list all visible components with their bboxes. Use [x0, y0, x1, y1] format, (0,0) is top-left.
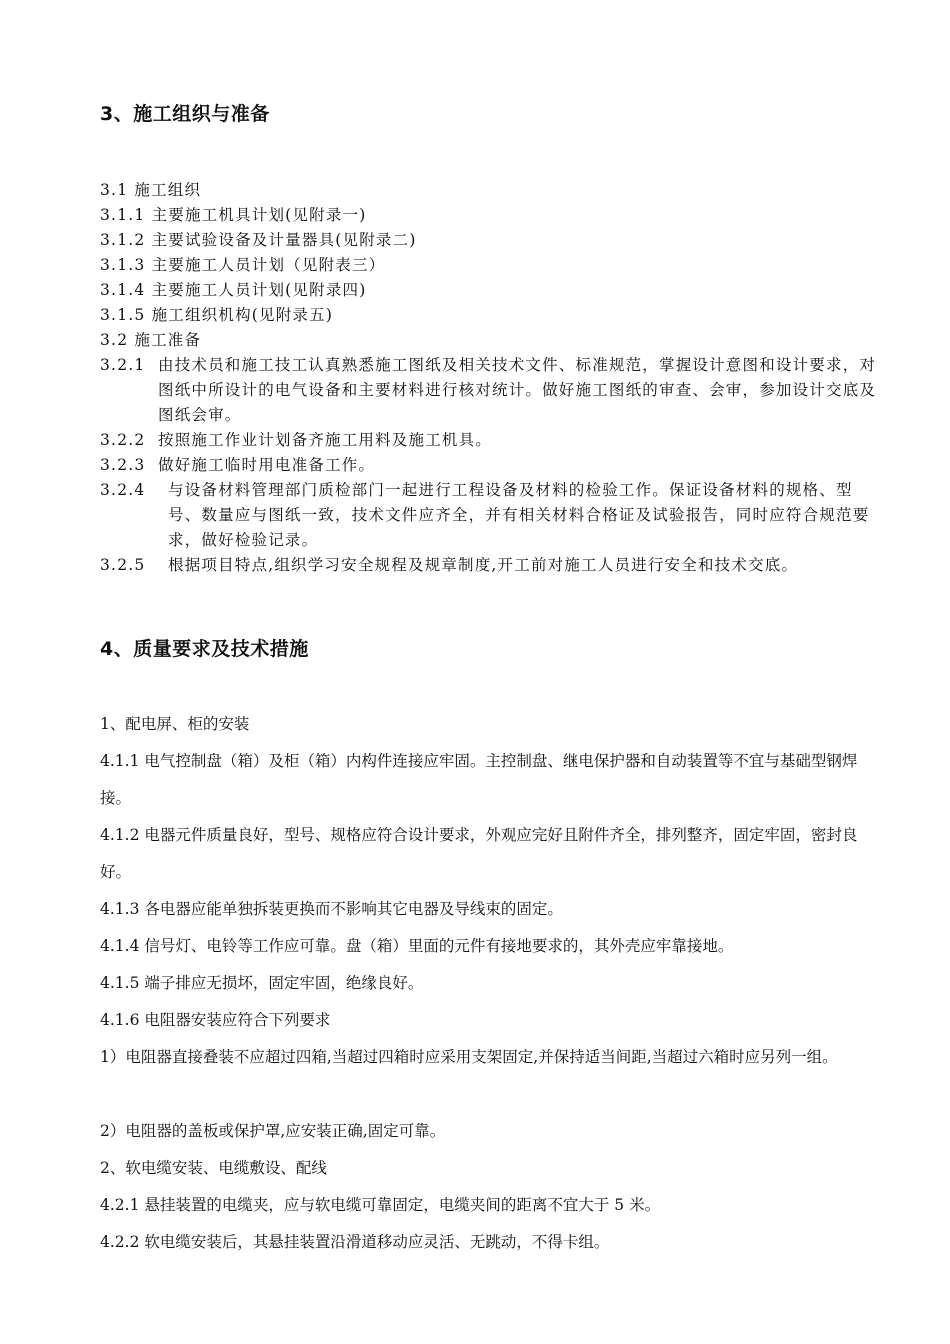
- paragraph-4-1-4: 4.1.4 信号灯、电铃等工作应可靠。盘（箱）里面的元件有接地要求的，其外壳应牢靠接地。: [100, 937, 734, 955]
- line-3-1-4: 3.1.4 主要施工人员计划(见附录四): [100, 281, 367, 299]
- item-text: 做好施工临时用电准备工作。: [158, 456, 376, 474]
- subsection-1-title: 1、配电屏、柜的安装: [100, 715, 250, 733]
- line-3-1-5: 3.1.5 施工组织机构(见附录五): [100, 306, 334, 324]
- line-3-1-2: 3.1.2 主要试验设备及计量器具(见附录二): [100, 231, 417, 249]
- line-3-1-1: 3.1.1 主要施工机具计划(见附录一): [100, 206, 367, 224]
- item-number: 3.2.3: [100, 456, 146, 474]
- item-text: 由技术员和施工技工认真熟悉施工图纸及相关技术文件、标准规范，掌握设计意图和设计要求，对图纸中所设计的电气设备和主要材料进行核对统计。做好施工图纸的审查、会审，参加设计交底及图纸会审。: [158, 356, 877, 424]
- item-text: 根据项目特点,组织学习安全规程及规章制度,开工前对施工人员进行安全和技术交底。: [168, 556, 799, 574]
- item-number: 3.2.1: [100, 356, 146, 374]
- requirement-2: 2）电阻器的盖板或保护罩,应安装正确,固定可靠。: [100, 1122, 446, 1140]
- paragraph-4-1-6: 4.1.6 电阻器安装应符合下列要求: [100, 1011, 331, 1029]
- subsection-2-title: 2、软电缆安装、电缆敷设、配线: [100, 1159, 327, 1177]
- requirement-1: 1）电阻器直接叠装不应超过四箱,当超过四箱时应采用支架固定,并保持适当间距,当超过六箱时应另列一组。: [100, 1048, 838, 1066]
- section-4-heading: 4、质量要求及技术措施: [100, 638, 309, 660]
- item-3-2-3: [100, 453, 880, 478]
- paragraph-4-1-3: 4.1.3 各电器应能单独拆装更换而不影响其它电器及导线束的固定。: [100, 900, 563, 918]
- line-3-1-3: 3.1.3 主要施工人员计划（见附表三）: [100, 256, 386, 274]
- paragraph-4-1-5: 4.1.5 端子排应无损坏，固定牢固，绝缘良好。: [100, 974, 424, 992]
- paragraph-4-1-2: 4.1.2 电器元件质量良好，型号、规格应符合设计要求，外观应完好且附件齐全，排列整齐，固定牢固，密封良好。: [100, 826, 858, 881]
- item-text: 与设备材料管理部门质检部门一起进行工程设备及材料的检验工作。保证设备材料的规格、型号、数量应与图纸一致，技术文件应齐全，并有相关材料合格证及试验报告，同时应符合规范要求，做好检验记录。: [168, 481, 870, 549]
- paragraph-4-1-1: 4.1.1 电气控制盘（箱）及柜（箱）内构件连接应牢固。主控制盘、继电保护器和自动装置等不宜与基础型钢焊接。: [100, 752, 858, 807]
- section-3-heading: 3、施工组织与准备: [100, 103, 270, 125]
- line-3-1: 3.1 施工组织: [100, 181, 202, 199]
- paragraph-4-2-1: 4.2.1 悬挂装置的电缆夹，应与软电缆可靠固定，电缆夹间的距离不宜大于 5 米。: [100, 1196, 661, 1214]
- item-3-2-2: [100, 428, 880, 453]
- item-3-2-1: [100, 353, 880, 428]
- item-3-2-4: [100, 478, 880, 553]
- item-number: 3.2.5: [100, 556, 146, 574]
- item-number: 3.2.2: [100, 431, 146, 449]
- item-3-2-5: [100, 553, 880, 578]
- item-number: 3.2.4: [100, 481, 146, 499]
- item-text: 按照施工作业计划备齐施工用料及施工机具。: [158, 431, 493, 449]
- paragraph-4-2-2: 4.2.2 软电缆安装后，其悬挂装置沿滑道移动应灵活、无跳动，不得卡组。: [100, 1233, 610, 1251]
- line-3-2: 3.2 施工准备: [100, 331, 202, 349]
